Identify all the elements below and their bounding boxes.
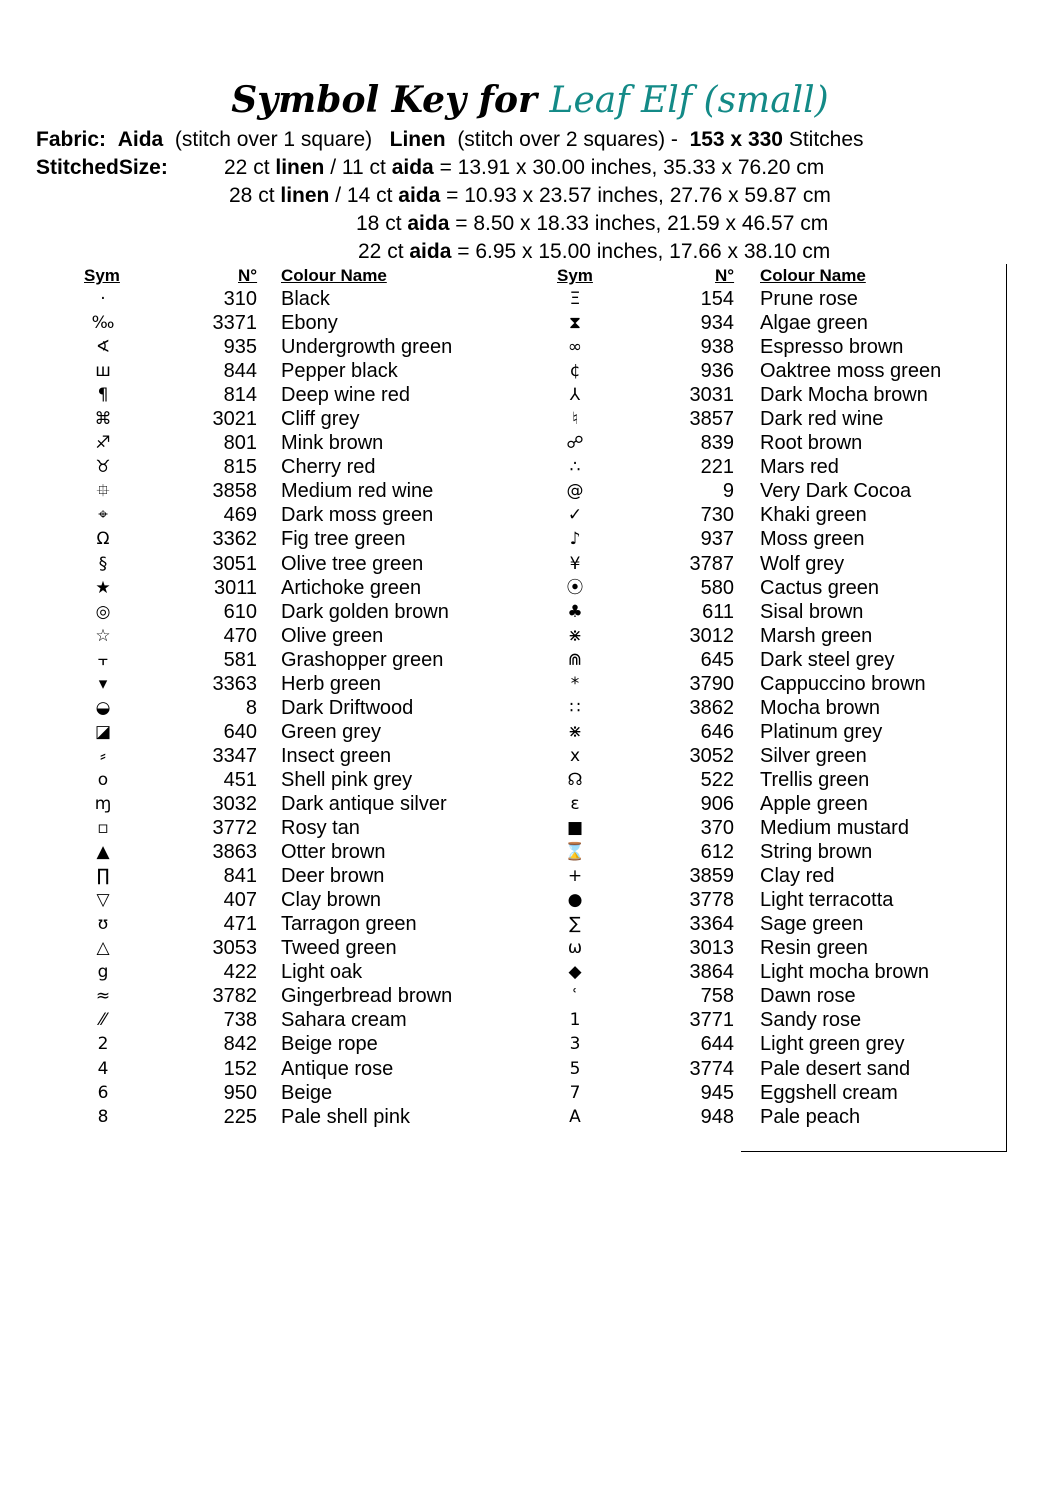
dmc-number: 370	[700, 817, 734, 840]
symbol-glyph: @	[566, 481, 584, 502]
dmc-number: 644	[700, 1033, 734, 1056]
symbol-glyph: ¢	[569, 361, 581, 382]
symbol-glyph: 6	[97, 1082, 109, 1103]
symbol-glyph: ⁄⁄	[100, 1010, 106, 1031]
dmc-number: 3778	[689, 889, 734, 912]
colour-name: Sisal brown	[760, 600, 864, 623]
symbol-glyph: ⋇	[567, 625, 583, 646]
dmc-number: 841	[223, 865, 257, 888]
dmc-number: 3862	[689, 696, 734, 719]
colour-name: Gingerbread brown	[281, 985, 453, 1008]
size-dimensions: = 8.50 x 18.33 inches, 21.59 x 46.57 cm	[449, 212, 829, 235]
dmc-number: 221	[700, 456, 734, 479]
colour-name: Mars red	[760, 456, 839, 479]
dmc-number: 9	[722, 480, 734, 503]
dmc-number: 839	[700, 432, 734, 455]
size-line-3	[356, 210, 828, 238]
dmc-number: 934	[700, 312, 734, 335]
dmc-number: 3362	[212, 528, 257, 551]
colour-name: Cappuccino brown	[760, 672, 926, 695]
dmc-number: 470	[223, 624, 257, 647]
symbol-glyph: ⦿	[566, 577, 584, 598]
symbol-glyph: ʊ	[97, 914, 109, 935]
colour-name: Otter brown	[281, 841, 386, 864]
size-ct: 28 ct	[229, 184, 281, 207]
dmc-number: 801	[223, 432, 257, 455]
colour-name: Tarragon green	[281, 913, 417, 936]
symbol-glyph: *	[570, 673, 580, 694]
dmc-number: 3051	[212, 552, 257, 575]
fabric-label: Fabric:	[36, 128, 107, 151]
symbol-glyph: ∢	[95, 337, 111, 358]
symbol-glyph: ●	[567, 890, 583, 911]
dmc-number: 154	[700, 288, 734, 310]
size-linen: linen	[280, 184, 330, 207]
colour-name: Herb green	[281, 672, 382, 695]
size-aida: aida	[391, 156, 434, 179]
dmc-number: 758	[700, 985, 734, 1008]
symbol-glyph: ◎	[95, 601, 111, 622]
symbol-glyph: ¶	[97, 385, 109, 406]
symbol-glyph: ʿ	[572, 986, 578, 1007]
symbol-glyph: ▾	[98, 673, 108, 694]
colour-name: Medium red wine	[281, 480, 434, 503]
colour-name: Root brown	[760, 432, 863, 455]
stitch-count: 153 x 330	[689, 128, 783, 151]
dmc-number: 3863	[212, 841, 257, 864]
dmc-number: 610	[223, 600, 257, 623]
colour-name: Dark antique silver	[281, 792, 447, 815]
dmc-number: 611	[702, 600, 734, 623]
symbol-glyph: ‰	[91, 313, 115, 334]
colour-name: Medium mustard	[760, 817, 909, 840]
colour-name: Pepper black	[281, 360, 398, 383]
fabric-aida: Aida	[117, 128, 164, 151]
colour-name: Green grey	[281, 720, 382, 743]
dmc-number: 612	[700, 841, 734, 864]
colour-name: Antique rose	[281, 1057, 394, 1080]
fabric-linen-note: (stitch over 2 squares) -	[457, 128, 678, 151]
symbol-glyph: ⅄	[569, 385, 581, 406]
dmc-number: 937	[700, 528, 734, 551]
colour-name: Mocha brown	[760, 696, 881, 719]
dmc-number: 738	[223, 1009, 257, 1032]
symbol-glyph: 7	[569, 1082, 581, 1103]
colour-name: Khaki green	[760, 504, 867, 527]
size-ct: 22 ct	[358, 240, 410, 263]
dmc-number: 3790	[689, 672, 734, 695]
colour-name: Clay red	[760, 865, 835, 888]
right-sym-header: Sym	[557, 266, 593, 285]
dmc-number: 3771	[689, 1009, 734, 1032]
dmc-number: 3052	[689, 744, 734, 767]
dmc-number: 3032	[212, 792, 257, 815]
colour-name: Cherry red	[281, 456, 376, 479]
symbol-glyph: ▫	[97, 818, 109, 839]
size-ct: / 11 ct	[324, 156, 392, 179]
symbol-glyph: ш	[95, 361, 111, 382]
colour-name: Silver green	[760, 744, 867, 767]
dmc-number: 936	[700, 360, 734, 383]
symbol-glyph: ∞	[567, 337, 583, 358]
colour-name: Dawn rose	[760, 985, 856, 1008]
size-linen: linen	[275, 156, 325, 179]
symbol-glyph: ⫟	[97, 649, 109, 670]
symbol-glyph: ⧗	[569, 313, 581, 334]
colour-name: Very Dark Cocoa	[760, 480, 912, 503]
dmc-number: 3371	[212, 312, 257, 335]
dmc-number: 842	[223, 1033, 257, 1056]
title-prefix: Symbol Key for	[231, 79, 537, 121]
colour-name: Eggshell cream	[760, 1081, 898, 1104]
colour-name: Light oak	[281, 961, 363, 984]
colour-name: Light terracotta	[760, 889, 894, 912]
symbol-glyph: 5	[569, 1058, 581, 1079]
colour-name: Deep wine red	[281, 384, 410, 407]
symbol-glyph: ♮	[571, 409, 579, 430]
colour-name: Prune rose	[760, 288, 858, 310]
colour-name: String brown	[760, 841, 873, 864]
colour-name: Oaktree moss green	[760, 360, 942, 383]
dmc-number: 3363	[212, 672, 257, 695]
dmc-number: 152	[223, 1057, 257, 1080]
symbol-glyph: ☆	[95, 625, 111, 646]
symbol-glyph: 2	[97, 1034, 109, 1055]
fabric-linen: Linen	[389, 128, 446, 151]
colour-name: Beige rope	[281, 1033, 378, 1056]
colour-name: Dark red wine	[760, 408, 884, 431]
size-dimensions: = 13.91 x 30.00 inches, 35.33 x 76.20 cm	[433, 156, 825, 179]
size-aida: aida	[398, 184, 441, 207]
colour-name: Ebony	[281, 312, 338, 335]
dmc-number: 3858	[212, 480, 257, 503]
fabric-aida-note: (stitch over 1 square)	[174, 128, 373, 151]
dmc-number: 3774	[689, 1057, 734, 1080]
symbol-glyph: g	[97, 962, 109, 983]
colour-name: Undergrowth green	[281, 336, 453, 359]
size-ct: 18 ct	[356, 212, 408, 235]
left-num-header: N°	[238, 266, 258, 285]
colour-name: Cliff grey	[281, 408, 360, 431]
symbol-glyph: ⋇	[567, 721, 583, 742]
colour-name: Rosy tan	[281, 817, 360, 840]
symbol-glyph: ◒	[95, 697, 111, 718]
colour-name: Tweed green	[281, 937, 397, 960]
colour-name: Algae green	[760, 312, 868, 335]
dmc-number: 225	[223, 1105, 257, 1128]
symbol-glyph: ◪	[94, 721, 112, 742]
colour-name: Dark moss green	[281, 504, 434, 527]
symbol-glyph: ·	[100, 289, 106, 309]
dmc-number: 730	[700, 504, 734, 527]
symbol-glyph: ♪	[569, 529, 581, 550]
right-name-header: Colour Name	[760, 266, 866, 285]
dmc-number: 3864	[689, 961, 734, 984]
symbol-glyph: ☍	[566, 433, 584, 454]
colour-name: Beige	[281, 1081, 333, 1104]
dmc-number: 945	[700, 1081, 734, 1104]
symbol-glyph: §	[98, 553, 108, 574]
dmc-number: 948	[700, 1105, 734, 1128]
dmc-number: 3021	[212, 408, 257, 431]
colour-name: Shell pink grey	[281, 768, 413, 791]
dmc-number: 407	[223, 889, 257, 912]
size-line-2	[229, 182, 831, 210]
symbol-glyph: ◆	[568, 962, 582, 983]
colour-name: Light mocha brown	[760, 961, 929, 984]
colour-name: Dark steel grey	[760, 648, 895, 671]
colour-name: Light green grey	[760, 1033, 905, 1056]
dmc-number: 3364	[689, 913, 734, 936]
left-sym-header: Sym	[84, 266, 120, 285]
symbol-glyph: ∷	[569, 697, 581, 718]
colour-name: Fig tree green	[281, 528, 406, 551]
left-name-header: Colour Name	[281, 266, 387, 285]
table-border-right	[1006, 264, 1007, 1152]
colour-name: Insect green	[281, 744, 392, 767]
dmc-number: 3782	[212, 985, 257, 1008]
colour-name: Platinum grey	[760, 720, 883, 743]
colour-name: Pale desert sand	[760, 1057, 911, 1080]
colour-name: Dark Mocha brown	[760, 384, 928, 407]
dmc-number: 646	[700, 720, 734, 743]
symbol-glyph: ⌖	[98, 505, 108, 526]
colour-name: Clay brown	[281, 889, 382, 912]
symbol-glyph: ♉	[95, 457, 111, 478]
symbol-glyph: ■	[566, 818, 584, 839]
colour-name: Dark golden brown	[281, 600, 449, 623]
colour-name: Mink brown	[281, 432, 384, 455]
symbol-glyph: ✓	[567, 505, 583, 526]
symbol-glyph: ⌘	[94, 409, 112, 430]
colour-name: Deer brown	[281, 865, 385, 888]
dmc-number: 815	[223, 456, 257, 479]
dmc-number: 451	[223, 768, 257, 791]
colour-name: Apple green	[760, 792, 868, 815]
symbol-glyph: ♐	[95, 433, 111, 454]
size-ct: / 14 ct	[329, 184, 399, 207]
symbol-glyph: Ξ	[569, 289, 581, 309]
colour-name: Olive green	[281, 624, 384, 647]
dmc-number: 580	[700, 576, 734, 599]
colour-name: Pale shell pink	[281, 1105, 410, 1128]
symbol-glyph: ∑	[569, 914, 581, 935]
colour-name: Pale peach	[760, 1105, 861, 1128]
table-border-bottom	[741, 1151, 1007, 1152]
symbol-glyph: 3	[569, 1034, 581, 1055]
symbol-glyph: 8	[97, 1106, 109, 1127]
pattern-name: Leaf Elf (small)	[549, 80, 829, 121]
dmc-number: 310	[223, 288, 257, 310]
symbol-glyph: ⯐	[96, 481, 110, 502]
colour-name: Dark Driftwood	[281, 696, 414, 719]
symbol-glyph: ♣	[567, 601, 583, 622]
dmc-number: 422	[223, 961, 257, 984]
dmc-number: 938	[700, 336, 734, 359]
symbol-glyph: ω	[567, 938, 583, 959]
symbol-glyph: o	[97, 769, 109, 790]
symbol-glyph: ☊	[567, 769, 583, 790]
symbol-glyph: ≈	[95, 986, 111, 1007]
dmc-number: 640	[223, 720, 257, 743]
size-label: StitchedSize:	[36, 156, 168, 179]
symbol-glyph: ★	[95, 577, 111, 598]
size-line-4	[358, 238, 830, 266]
dmc-number: 471	[223, 913, 257, 936]
colour-name: Marsh green	[760, 624, 873, 647]
colour-name: Espresso brown	[760, 336, 904, 359]
dmc-number: 3031	[689, 384, 734, 407]
size-aida: aida	[407, 212, 450, 235]
symbol-glyph: Ω	[96, 529, 110, 550]
dmc-number: 522	[700, 768, 734, 791]
symbol-glyph: ⸗	[100, 745, 106, 766]
symbol-glyph: △	[96, 938, 110, 959]
symbol-glyph: ⋒	[567, 649, 583, 670]
size-dimensions: = 10.93 x 23.57 inches, 27.76 x 59.87 cm	[440, 184, 831, 207]
dmc-number: 3857	[689, 408, 734, 431]
symbol-glyph: A	[569, 1106, 581, 1127]
colour-name: Moss green	[760, 528, 865, 551]
size-dimensions: = 6.95 x 15.00 inches, 17.66 x 38.10 cm	[451, 240, 831, 263]
symbol-glyph: ε	[570, 793, 580, 814]
size-ct: 22 ct	[224, 156, 276, 179]
dmc-number: 645	[700, 648, 734, 671]
symbol-glyph: ▲	[96, 842, 110, 863]
size-line-1	[36, 154, 825, 182]
dmc-number: 906	[700, 792, 734, 815]
fabric-line	[36, 126, 864, 154]
dmc-number: 581	[223, 648, 257, 671]
dmc-number: 935	[223, 336, 257, 359]
dmc-number: 3011	[213, 576, 257, 599]
colour-name: Grashopper green	[281, 648, 444, 671]
symbol-glyph: +	[567, 866, 583, 887]
symbol-glyph: ∴	[569, 457, 581, 478]
dmc-number: 3053	[212, 937, 257, 960]
colour-name: Trellis green	[760, 768, 870, 791]
symbol-glyph: 1	[569, 1010, 581, 1031]
colour-name: Sage green	[760, 913, 864, 936]
colour-name: Artichoke green	[281, 576, 422, 599]
size-aida: aida	[409, 240, 452, 263]
colour-name: Sandy rose	[760, 1009, 862, 1032]
dmc-number: 3859	[689, 865, 734, 888]
dmc-number: 3347	[212, 744, 257, 767]
symbol-glyph: ▽	[96, 890, 110, 911]
colour-name: Resin green	[760, 937, 868, 960]
dmc-number: 844	[223, 360, 257, 383]
dmc-number: 8	[245, 696, 257, 719]
symbol-glyph: ɱ	[94, 793, 112, 814]
page-title	[0, 74, 1060, 127]
symbol-glyph: 4	[97, 1058, 109, 1079]
colour-name: Cactus green	[760, 576, 879, 599]
colour-name: Black	[281, 288, 330, 310]
symbol-glyph: ¥	[569, 553, 581, 574]
dmc-number: 950	[223, 1081, 257, 1104]
symbol-glyph: ∏	[96, 866, 110, 887]
dmc-number: 814	[223, 384, 257, 407]
right-num-header: N°	[715, 266, 735, 285]
dmc-number: 3012	[689, 624, 734, 647]
dmc-number: 3772	[212, 817, 257, 840]
stitch-count-label: Stitches	[788, 128, 864, 151]
dmc-number: 469	[223, 504, 257, 527]
colour-name: Wolf grey	[760, 552, 845, 575]
symbol-glyph: ⌛	[564, 842, 586, 863]
colour-name: Olive tree green	[281, 552, 424, 575]
dmc-number: 3787	[689, 552, 734, 575]
dmc-number: 3013	[689, 937, 734, 960]
symbol-glyph: x	[569, 745, 581, 766]
colour-name: Sahara cream	[281, 1009, 407, 1032]
